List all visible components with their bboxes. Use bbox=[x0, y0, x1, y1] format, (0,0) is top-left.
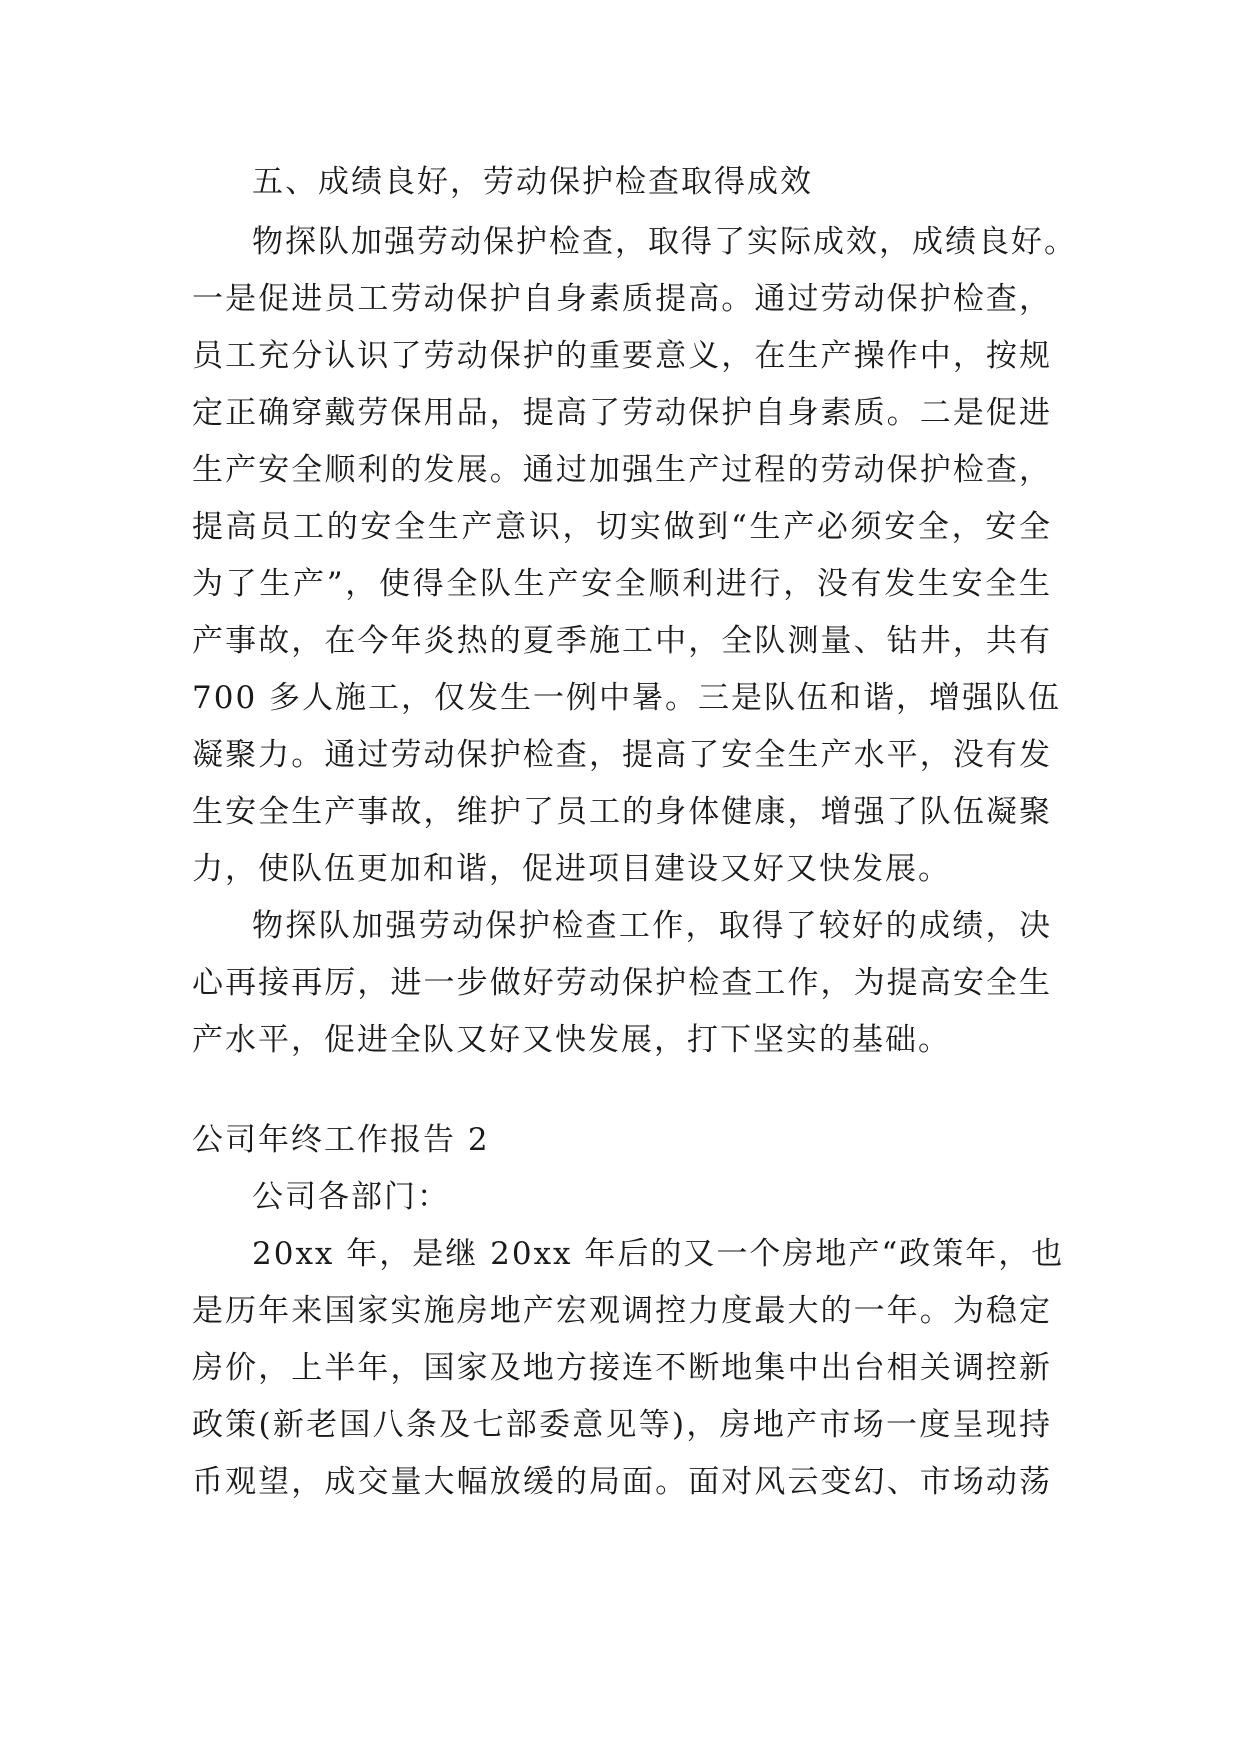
paragraph-line: 生安全生产事故，维护了员工的身体健康，增强了队伍凝聚 bbox=[192, 794, 1052, 830]
paragraph-line: 凝聚力。通过劳动保护检查，提高了安全生产水平，没有发 bbox=[192, 737, 1052, 773]
paragraph-line: 产水平，促进全队又好又快发展，打下坚实的基础。 bbox=[192, 1022, 951, 1058]
section-heading: 五、成绩良好，劳动保护检查取得成效 bbox=[252, 164, 813, 200]
paragraph-line: 生产安全顺利的发展。通过加强生产过程的劳动保护检查， bbox=[192, 452, 1052, 488]
paragraph-line: 物探队加强劳动保护检查，取得了实际成效，成绩良好。 bbox=[252, 224, 1077, 260]
paragraph-line: 政策(新老国八条及七部委意见等)，房地产市场一度呈现持 bbox=[192, 1407, 1052, 1443]
paragraph-line: 员工充分认识了劳动保护的重要意义，在生产操作中，按规 bbox=[192, 338, 1052, 374]
paragraph-line: 为了生产”，使得全队生产安全顺利进行，没有发生安全生 bbox=[192, 566, 1052, 602]
report-title: 公司年终工作报告 2 bbox=[192, 1122, 490, 1158]
paragraph-line: 提高员工的安全生产意识，切实做到“生产必须安全，安全 bbox=[192, 509, 1052, 545]
paragraph-line: 定正确穿戴劳保用品，提高了劳动保护自身素质。二是促进 bbox=[192, 395, 1052, 431]
paragraph-line: 是历年来国家实施房地产宏观调控力度最大的一年。为稳定 bbox=[192, 1293, 1052, 1329]
paragraph-line: 20xx 年，是继 20xx 年后的又一个房地产“政策年，也 bbox=[252, 1236, 1065, 1272]
paragraph-line: 物探队加强劳动保护检查工作，取得了较好的成绩，决 bbox=[252, 908, 1052, 944]
paragraph-line: 一是促进员工劳动保护自身素质提高。通过劳动保护检查， bbox=[192, 281, 1052, 317]
salutation: 公司各部门： bbox=[252, 1179, 450, 1215]
paragraph-line: 产事故，在今年炎热的夏季施工中，全队测量、钻井，共有 bbox=[192, 623, 1052, 659]
paragraph-line: 700 多人施工，仅发生一例中暑。三是队伍和谐，增强队伍 bbox=[192, 680, 1062, 716]
paragraph-line: 房价，上半年，国家及地方接连不断地集中出台相关调控新 bbox=[192, 1350, 1052, 1386]
paragraph-line: 心再接再厉，进一步做好劳动保护检查工作，为提高安全生 bbox=[192, 965, 1052, 1001]
paragraph-line: 力，使队伍更加和谐，促进项目建设又好又快发展。 bbox=[192, 851, 951, 887]
paragraph-line: 币观望，成交量大幅放缓的局面。面对风云变幻、市场动荡 bbox=[192, 1464, 1052, 1500]
